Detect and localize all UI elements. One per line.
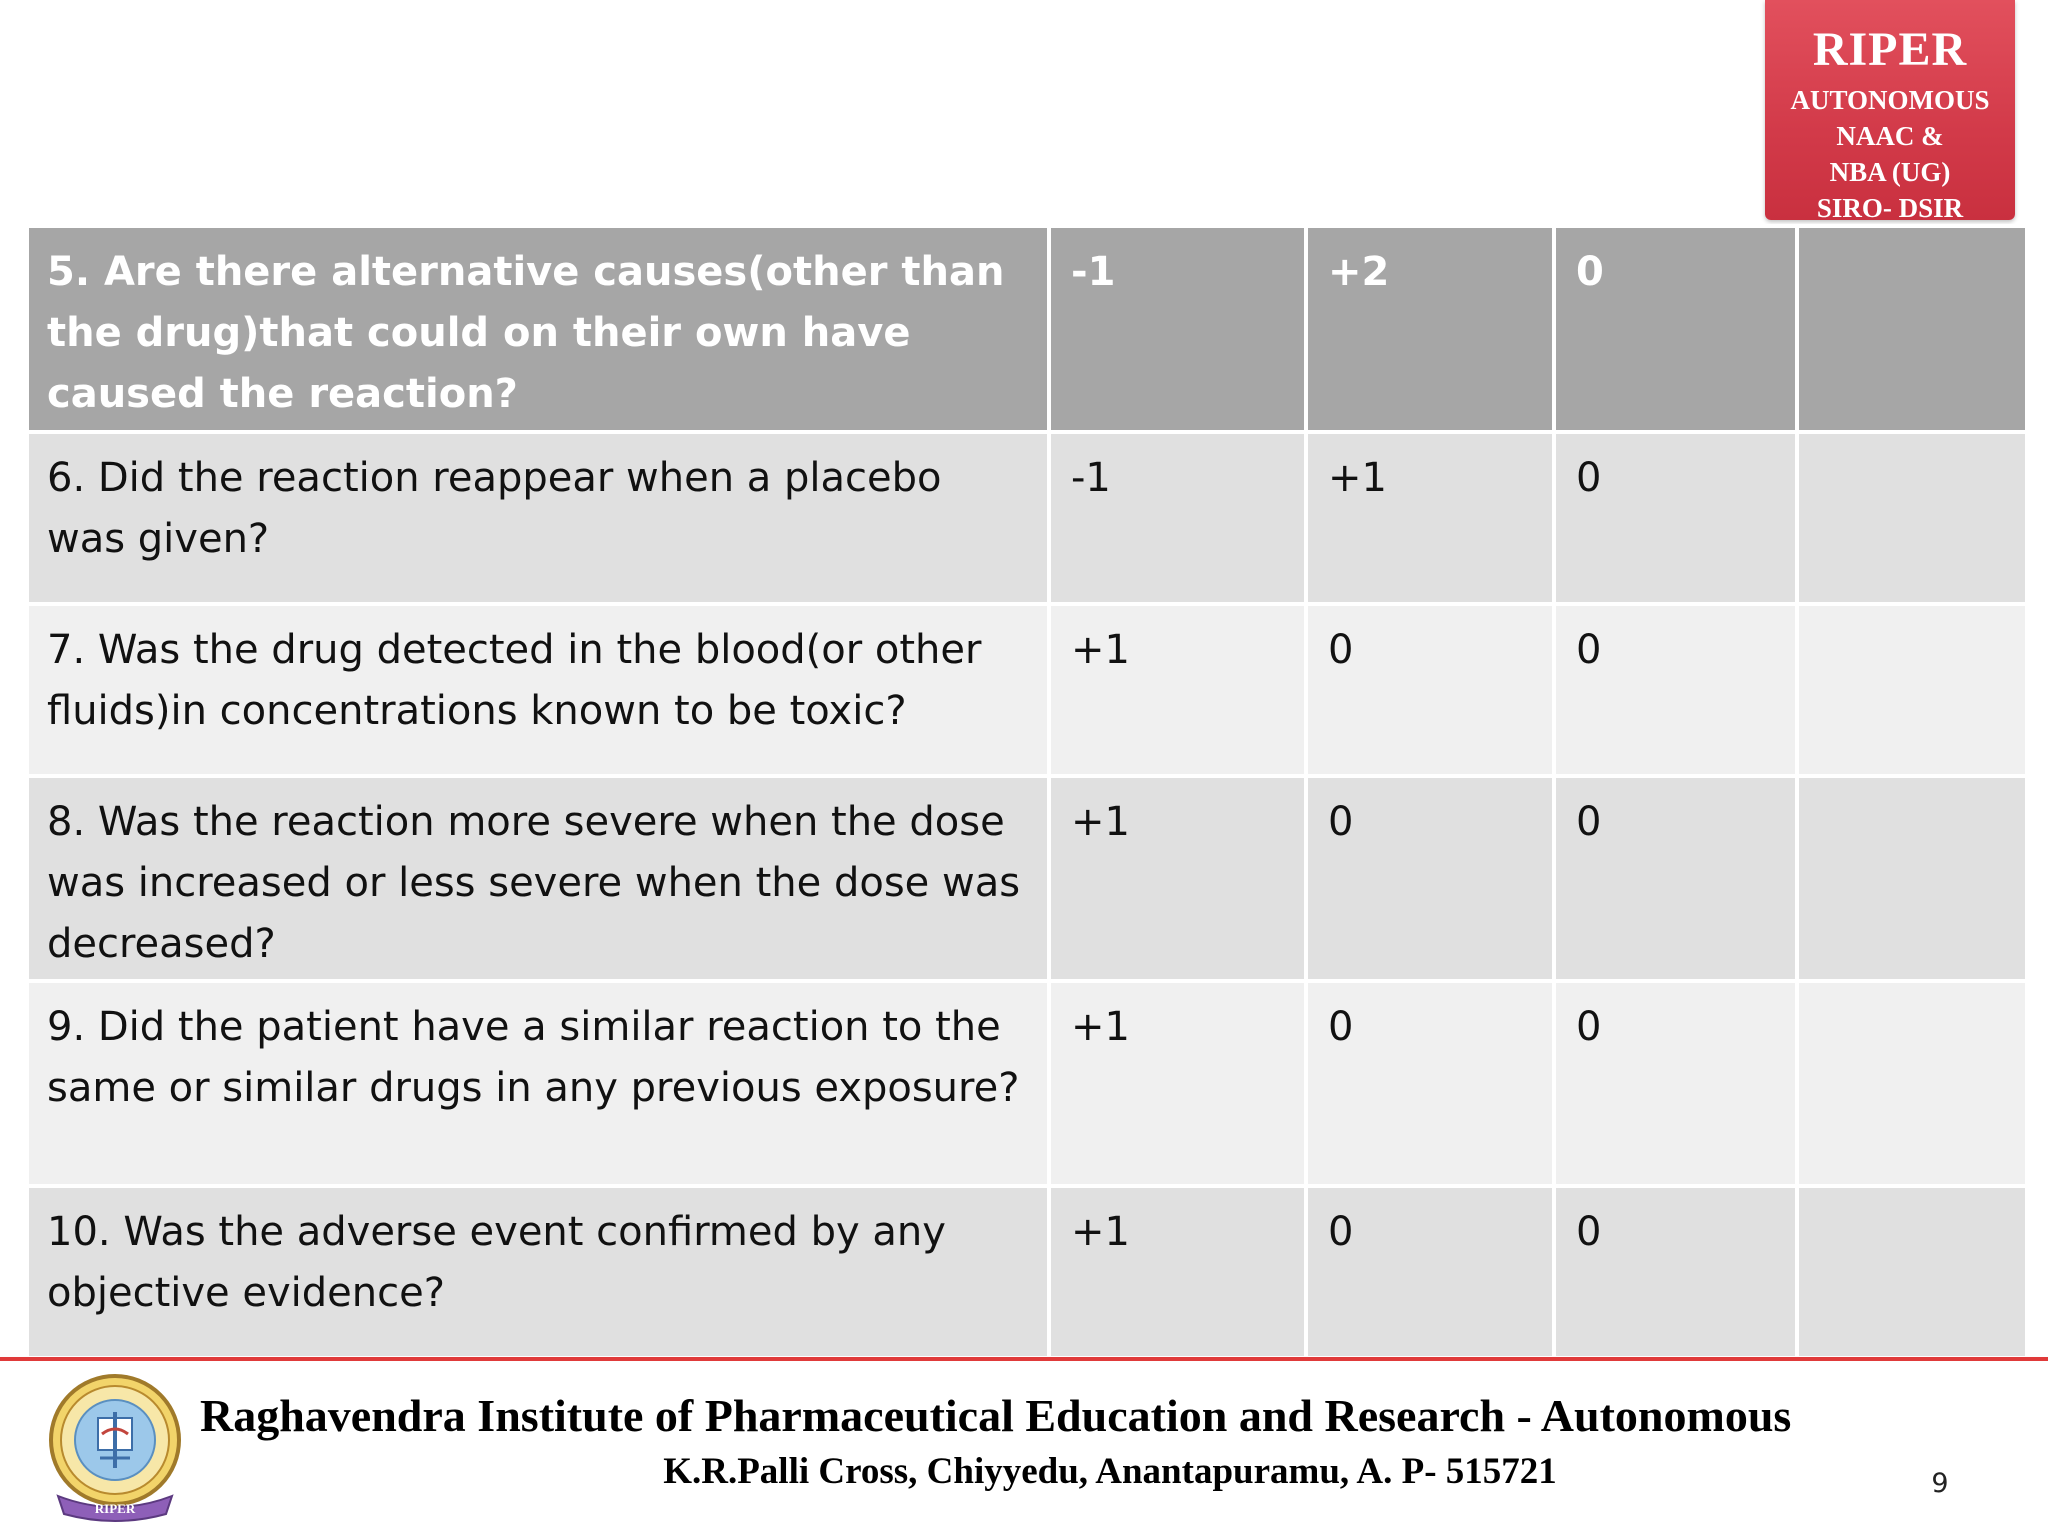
no-score-cell: 0: [1306, 1186, 1554, 1358]
page-number: 9: [1931, 1468, 1949, 1499]
yes-score-cell: +1: [1049, 981, 1306, 1186]
table-row: [27, 1186, 2027, 1358]
yes-score-cell: -1: [1049, 432, 1306, 604]
unknown-score-cell: 0: [1554, 432, 1797, 604]
question-cell: 5. Are there alternative causes(other than the drug)that could on their own have caused the reaction?: [27, 226, 1049, 432]
question-cell: 8. Was the reaction more severe when the dose was increased or less severe when the dose was decreased?: [27, 776, 1049, 981]
no-score-cell: +2: [1306, 226, 1554, 432]
badge-title: RIPER: [1812, 23, 1968, 76]
question-cell: 7. Was the drug detected in the blood(or other fluids)in concentrations known to be toxic?: [27, 604, 1049, 776]
college-emblem-icon: [40, 1368, 190, 1528]
unknown-score-cell: 0: [1554, 776, 1797, 981]
score-cell: [1797, 776, 2027, 981]
institute-address: K.R.Palli Cross, Chiyyedu, Anantapuramu, A. P- 515721: [663, 1451, 1557, 1492]
badge-line-siro: SIRO- DSIR: [1816, 193, 1964, 223]
score-cell: [1797, 432, 2027, 604]
yes-score-cell: +1: [1049, 1186, 1306, 1358]
score-cell: [1797, 981, 2027, 1186]
yes-score-cell: -1: [1049, 226, 1306, 432]
no-score-cell: 0: [1306, 604, 1554, 776]
yes-score-cell: +1: [1049, 776, 1306, 981]
score-cell: [1797, 604, 2027, 776]
footer-divider: [0, 1357, 2048, 1361]
institute-name: Raghavendra Institute of Pharmaceutical Education and Research - Autonomous: [200, 1390, 1792, 1441]
unknown-score-cell: 0: [1554, 981, 1797, 1186]
table-row: [27, 981, 2027, 1186]
no-score-cell: +1: [1306, 432, 1554, 604]
score-cell: [1797, 1186, 2027, 1358]
question-cell: 10. Was the adverse event confirmed by any objective evidence?: [27, 1186, 1049, 1358]
question-cell: 9. Did the patient have a similar reaction to the same or similar drugs in any previous exposure?: [27, 981, 1049, 1186]
unknown-score-cell: 0: [1554, 226, 1797, 432]
badge-line-autonomous: AUTONOMOUS: [1790, 85, 1990, 115]
no-score-cell: 0: [1306, 981, 1554, 1186]
accreditation-badge: [1765, 0, 2015, 223]
table-row: [27, 226, 2027, 432]
no-score-cell: 0: [1306, 776, 1554, 981]
question-cell: 6. Did the reaction reappear when a placebo was given?: [27, 432, 1049, 604]
unknown-score-cell: 0: [1554, 1186, 1797, 1358]
badge-line-nba: NBA (UG): [1829, 157, 1951, 187]
emblem-ribbon-text: RIPER: [94, 1501, 136, 1516]
causality-assessment-table: [25, 224, 2029, 1360]
score-cell: [1797, 226, 2027, 432]
yes-score-cell: +1: [1049, 604, 1306, 776]
table-row: [27, 604, 2027, 776]
table-row: [27, 432, 2027, 604]
badge-line-naac: NAAC &: [1836, 121, 1944, 151]
table-row: [27, 776, 2027, 981]
unknown-score-cell: 0: [1554, 604, 1797, 776]
